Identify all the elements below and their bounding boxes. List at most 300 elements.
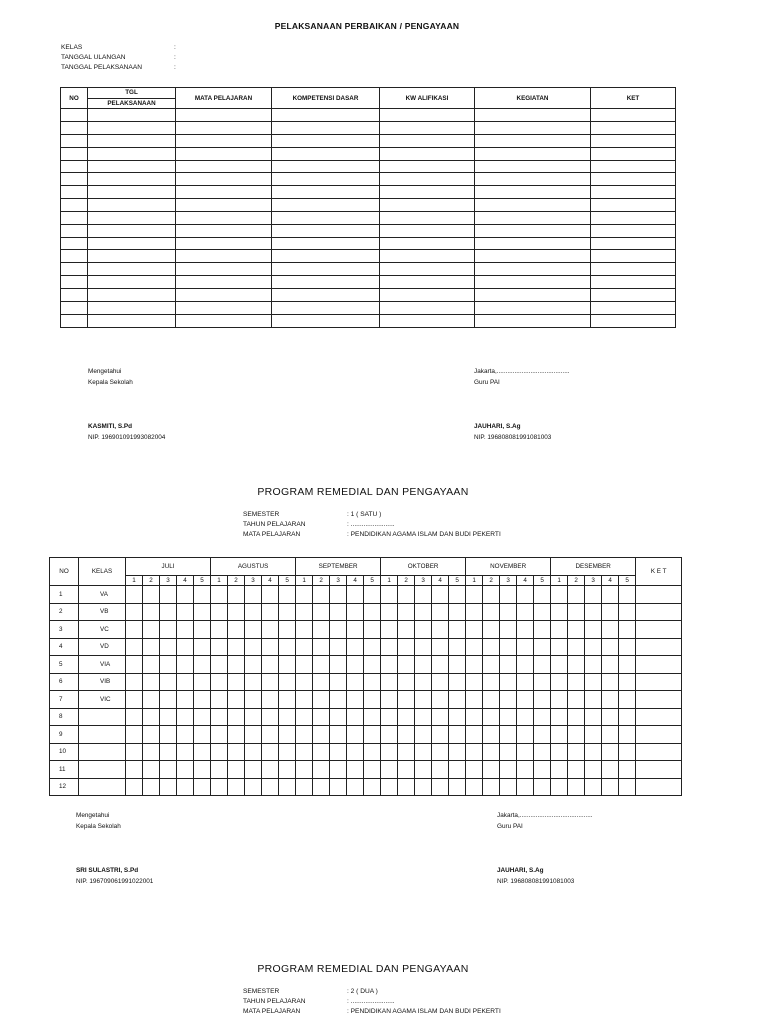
table-cell bbox=[176, 160, 272, 173]
section1-signature-left: Mengetahui Kepala Sekolah KASMITI, S.Pd NIP. 196901091993082004 bbox=[88, 368, 166, 441]
table-cell bbox=[619, 586, 636, 604]
table-cell bbox=[398, 761, 415, 779]
row-number: 8 bbox=[50, 708, 79, 726]
table-cell bbox=[619, 761, 636, 779]
table-cell bbox=[636, 778, 682, 796]
table-cell bbox=[466, 586, 483, 604]
table-cell bbox=[415, 586, 432, 604]
table-cell bbox=[330, 586, 347, 604]
table-cell bbox=[126, 726, 143, 744]
table-cell bbox=[194, 673, 211, 691]
table-cell bbox=[211, 656, 228, 674]
header-week: 4 bbox=[177, 576, 194, 586]
table-cell bbox=[483, 621, 500, 639]
row-number: 11 bbox=[50, 761, 79, 779]
table-cell bbox=[449, 778, 466, 796]
table-cell bbox=[211, 761, 228, 779]
table-cell bbox=[475, 263, 591, 276]
table-cell bbox=[380, 211, 475, 224]
table-cell bbox=[61, 173, 88, 186]
table-cell bbox=[466, 726, 483, 744]
table-cell bbox=[126, 586, 143, 604]
table-cell bbox=[143, 603, 160, 621]
table-cell bbox=[176, 289, 272, 302]
table-cell bbox=[483, 638, 500, 656]
table-cell bbox=[177, 743, 194, 761]
table-cell bbox=[585, 691, 602, 709]
table-cell bbox=[61, 211, 88, 224]
table-cell bbox=[483, 691, 500, 709]
table-cell bbox=[313, 603, 330, 621]
table-cell bbox=[245, 778, 262, 796]
table-cell bbox=[398, 586, 415, 604]
table-cell bbox=[380, 147, 475, 160]
table-cell bbox=[313, 743, 330, 761]
header-week: 5 bbox=[194, 576, 211, 586]
table-cell bbox=[313, 778, 330, 796]
table-cell bbox=[534, 586, 551, 604]
table-cell bbox=[126, 638, 143, 656]
table-cell bbox=[602, 656, 619, 674]
table-cell bbox=[551, 778, 568, 796]
table-cell bbox=[88, 173, 176, 186]
header-mata-pelajaran: MATA PELAJARAN bbox=[176, 88, 272, 109]
table-cell bbox=[296, 726, 313, 744]
table-cell bbox=[415, 691, 432, 709]
table-cell bbox=[551, 691, 568, 709]
table-cell bbox=[380, 224, 475, 237]
row-kelas bbox=[79, 708, 126, 726]
table-cell bbox=[415, 778, 432, 796]
table-cell bbox=[551, 621, 568, 639]
table-cell bbox=[211, 586, 228, 604]
table-cell bbox=[228, 621, 245, 639]
table-cell bbox=[568, 621, 585, 639]
table-cell bbox=[61, 314, 88, 327]
table-cell bbox=[380, 109, 475, 122]
table-cell bbox=[126, 778, 143, 796]
table-cell bbox=[177, 708, 194, 726]
table-cell bbox=[88, 263, 176, 276]
table-cell bbox=[143, 708, 160, 726]
table-cell bbox=[380, 263, 475, 276]
table-cell bbox=[534, 603, 551, 621]
table-cell bbox=[262, 708, 279, 726]
table-cell bbox=[602, 603, 619, 621]
table-cell bbox=[466, 778, 483, 796]
table-cell bbox=[500, 638, 517, 656]
table-cell bbox=[279, 743, 296, 761]
table-cell bbox=[61, 289, 88, 302]
row-kelas bbox=[79, 726, 126, 744]
table-cell bbox=[228, 603, 245, 621]
table-cell bbox=[88, 160, 176, 173]
table-cell bbox=[176, 147, 272, 160]
meta-row-semester: SEMESTER : 1 ( SATU ) bbox=[243, 511, 382, 518]
table-cell bbox=[296, 778, 313, 796]
table-cell bbox=[380, 301, 475, 314]
table-cell bbox=[272, 173, 380, 186]
table-cell bbox=[176, 134, 272, 147]
table-cell bbox=[500, 621, 517, 639]
table-row bbox=[61, 314, 676, 327]
table-cell bbox=[449, 586, 466, 604]
table-cell bbox=[381, 691, 398, 709]
perbaikan-table bbox=[60, 87, 676, 328]
table-cell bbox=[619, 743, 636, 761]
header-week: 1 bbox=[211, 576, 228, 586]
table-cell bbox=[296, 673, 313, 691]
header-week: 3 bbox=[500, 576, 517, 586]
table-cell bbox=[313, 656, 330, 674]
table-cell bbox=[475, 173, 591, 186]
table-cell bbox=[177, 638, 194, 656]
header-month-oktober: OKTOBER bbox=[381, 558, 466, 576]
table-cell bbox=[591, 289, 676, 302]
table-cell bbox=[619, 603, 636, 621]
table-cell bbox=[500, 656, 517, 674]
table-cell bbox=[262, 761, 279, 779]
table-cell bbox=[432, 778, 449, 796]
table-cell bbox=[475, 276, 591, 289]
table-cell bbox=[160, 603, 177, 621]
table-cell bbox=[228, 691, 245, 709]
table-cell bbox=[176, 173, 272, 186]
table-cell bbox=[330, 691, 347, 709]
table-cell bbox=[272, 276, 380, 289]
table-cell bbox=[228, 708, 245, 726]
table-cell bbox=[313, 621, 330, 639]
table-cell bbox=[483, 743, 500, 761]
table-cell bbox=[534, 726, 551, 744]
table-cell bbox=[61, 199, 88, 212]
table-cell bbox=[296, 708, 313, 726]
table-row bbox=[61, 186, 676, 199]
table-cell bbox=[330, 743, 347, 761]
table-cell bbox=[475, 109, 591, 122]
table-cell bbox=[500, 778, 517, 796]
table-cell bbox=[262, 638, 279, 656]
table-cell bbox=[380, 199, 475, 212]
table-cell bbox=[500, 603, 517, 621]
table-cell bbox=[272, 314, 380, 327]
table-cell bbox=[380, 237, 475, 250]
table-cell bbox=[61, 147, 88, 160]
table-cell bbox=[415, 603, 432, 621]
table-cell bbox=[364, 726, 381, 744]
table-cell bbox=[619, 621, 636, 639]
section1-meta bbox=[61, 44, 176, 74]
table-cell bbox=[517, 778, 534, 796]
table-cell bbox=[296, 761, 313, 779]
table-cell bbox=[211, 778, 228, 796]
table-cell bbox=[466, 673, 483, 691]
table-cell bbox=[585, 743, 602, 761]
table-cell bbox=[176, 199, 272, 212]
header-week: 2 bbox=[483, 576, 500, 586]
table-cell bbox=[245, 656, 262, 674]
table-cell bbox=[449, 761, 466, 779]
header-week: 3 bbox=[415, 576, 432, 586]
table-cell bbox=[272, 134, 380, 147]
table-cell bbox=[602, 638, 619, 656]
table-cell bbox=[160, 778, 177, 796]
table-cell bbox=[398, 743, 415, 761]
table-cell bbox=[194, 603, 211, 621]
table-cell bbox=[143, 621, 160, 639]
table-cell bbox=[211, 691, 228, 709]
table-cell bbox=[313, 673, 330, 691]
table-cell bbox=[500, 708, 517, 726]
row-number: 4 bbox=[50, 638, 79, 656]
table-row bbox=[61, 134, 676, 147]
table-cell bbox=[500, 743, 517, 761]
table-cell bbox=[415, 743, 432, 761]
table-cell bbox=[449, 673, 466, 691]
table-cell bbox=[262, 656, 279, 674]
table-row bbox=[61, 122, 676, 135]
table-row bbox=[61, 109, 676, 122]
table-cell bbox=[636, 743, 682, 761]
table-cell bbox=[279, 586, 296, 604]
table-cell bbox=[245, 673, 262, 691]
table-cell bbox=[380, 173, 475, 186]
table-cell bbox=[143, 586, 160, 604]
table-cell bbox=[398, 708, 415, 726]
table-cell bbox=[591, 314, 676, 327]
table-cell bbox=[475, 211, 591, 224]
table-cell bbox=[475, 250, 591, 263]
table-cell bbox=[347, 726, 364, 744]
table-cell bbox=[296, 691, 313, 709]
table-cell bbox=[636, 656, 682, 674]
table-cell bbox=[568, 673, 585, 691]
table-cell bbox=[88, 199, 176, 212]
table-cell bbox=[177, 656, 194, 674]
table-cell bbox=[176, 301, 272, 314]
table-cell bbox=[380, 122, 475, 135]
table-cell bbox=[272, 250, 380, 263]
table-cell bbox=[88, 109, 176, 122]
table-cell bbox=[398, 656, 415, 674]
header-week: 1 bbox=[466, 576, 483, 586]
table-cell bbox=[475, 134, 591, 147]
header-week: 5 bbox=[619, 576, 636, 586]
table-row bbox=[61, 250, 676, 263]
table-cell bbox=[177, 761, 194, 779]
table-row bbox=[61, 173, 676, 186]
row-kelas: VC bbox=[79, 621, 126, 639]
table-cell bbox=[88, 250, 176, 263]
table-cell bbox=[88, 147, 176, 160]
table-cell bbox=[313, 638, 330, 656]
table-cell bbox=[591, 199, 676, 212]
table-cell bbox=[262, 603, 279, 621]
table-cell bbox=[177, 691, 194, 709]
table-cell bbox=[88, 134, 176, 147]
table-cell bbox=[347, 761, 364, 779]
meta-row-tahun-pelajaran: TAHUN PELAJARAN : ........................ bbox=[243, 521, 395, 528]
table-cell bbox=[415, 761, 432, 779]
table-cell bbox=[517, 743, 534, 761]
table-cell bbox=[534, 673, 551, 691]
table-cell bbox=[466, 621, 483, 639]
table-cell bbox=[160, 656, 177, 674]
table-cell bbox=[143, 726, 160, 744]
table-row bbox=[61, 237, 676, 250]
table-cell bbox=[415, 708, 432, 726]
table-cell bbox=[228, 761, 245, 779]
table-cell bbox=[330, 621, 347, 639]
row-number: 12 bbox=[50, 778, 79, 796]
table-cell bbox=[211, 603, 228, 621]
table-cell bbox=[568, 586, 585, 604]
header-week: 2 bbox=[568, 576, 585, 586]
table-cell bbox=[534, 621, 551, 639]
table-cell bbox=[475, 122, 591, 135]
table-cell bbox=[143, 673, 160, 691]
table-cell bbox=[61, 250, 88, 263]
table-cell bbox=[347, 743, 364, 761]
table-cell bbox=[272, 199, 380, 212]
table-cell bbox=[636, 761, 682, 779]
table-cell bbox=[380, 314, 475, 327]
header-week: 3 bbox=[585, 576, 602, 586]
table-row bbox=[61, 160, 676, 173]
table-cell bbox=[381, 638, 398, 656]
table-cell bbox=[381, 673, 398, 691]
table-cell bbox=[551, 586, 568, 604]
table-cell bbox=[602, 621, 619, 639]
table-cell bbox=[591, 301, 676, 314]
table-cell bbox=[347, 691, 364, 709]
table-cell bbox=[602, 726, 619, 744]
table-cell bbox=[245, 726, 262, 744]
table-cell bbox=[126, 708, 143, 726]
table-cell bbox=[160, 743, 177, 761]
table-cell bbox=[160, 726, 177, 744]
table-cell bbox=[551, 726, 568, 744]
table-cell bbox=[364, 761, 381, 779]
table-cell bbox=[194, 621, 211, 639]
table-cell bbox=[500, 761, 517, 779]
row-number: 5 bbox=[50, 656, 79, 674]
header-week: 2 bbox=[313, 576, 330, 586]
table-cell bbox=[585, 586, 602, 604]
header-month-september: SEPTEMBER bbox=[296, 558, 381, 576]
table-cell bbox=[517, 603, 534, 621]
header-no: NO bbox=[50, 558, 79, 586]
table-cell bbox=[245, 621, 262, 639]
row-kelas: VB bbox=[79, 603, 126, 621]
table-cell bbox=[364, 673, 381, 691]
table-cell bbox=[296, 586, 313, 604]
table-cell bbox=[591, 160, 676, 173]
table-cell bbox=[126, 761, 143, 779]
table-cell bbox=[636, 621, 682, 639]
table-row bbox=[61, 263, 676, 276]
row-number: 10 bbox=[50, 743, 79, 761]
table-cell bbox=[211, 708, 228, 726]
row-number: 6 bbox=[50, 673, 79, 691]
table-cell bbox=[591, 237, 676, 250]
table-cell bbox=[228, 726, 245, 744]
table-cell bbox=[160, 708, 177, 726]
table-cell bbox=[347, 708, 364, 726]
table-cell bbox=[636, 691, 682, 709]
table-cell bbox=[534, 656, 551, 674]
table-cell bbox=[245, 708, 262, 726]
table-cell bbox=[432, 638, 449, 656]
table-cell bbox=[568, 638, 585, 656]
table-cell bbox=[347, 603, 364, 621]
header-week: 4 bbox=[347, 576, 364, 586]
table-cell bbox=[330, 673, 347, 691]
table-cell bbox=[88, 314, 176, 327]
table-cell bbox=[534, 708, 551, 726]
table-cell bbox=[568, 656, 585, 674]
table-cell bbox=[517, 673, 534, 691]
table-cell bbox=[272, 289, 380, 302]
table-cell bbox=[330, 778, 347, 796]
table-cell bbox=[296, 656, 313, 674]
meta-row-tanggal-pelaksanaan: TANGGAL PELAKSANAAN : bbox=[61, 64, 176, 71]
table-cell bbox=[262, 778, 279, 796]
table-cell bbox=[500, 691, 517, 709]
table-cell bbox=[143, 761, 160, 779]
table-cell bbox=[143, 778, 160, 796]
table-cell bbox=[61, 276, 88, 289]
table-cell bbox=[475, 199, 591, 212]
table-cell bbox=[126, 603, 143, 621]
table-cell bbox=[381, 708, 398, 726]
table-cell bbox=[364, 603, 381, 621]
table-row bbox=[50, 761, 682, 779]
table-cell bbox=[585, 673, 602, 691]
table-cell bbox=[228, 673, 245, 691]
table-cell bbox=[432, 691, 449, 709]
table-cell bbox=[176, 263, 272, 276]
table-cell bbox=[272, 211, 380, 224]
table-cell bbox=[88, 276, 176, 289]
table-cell bbox=[432, 743, 449, 761]
table-cell bbox=[619, 656, 636, 674]
table-cell bbox=[449, 708, 466, 726]
header-kegiatan: KEGIATAN bbox=[475, 88, 591, 109]
table-cell bbox=[272, 122, 380, 135]
table-cell bbox=[262, 586, 279, 604]
table-row bbox=[50, 778, 682, 796]
table-cell bbox=[500, 726, 517, 744]
table-cell bbox=[347, 586, 364, 604]
table-cell bbox=[602, 708, 619, 726]
table-cell bbox=[160, 621, 177, 639]
table-cell bbox=[585, 761, 602, 779]
table-cell bbox=[296, 638, 313, 656]
table-cell bbox=[432, 708, 449, 726]
table-cell bbox=[330, 656, 347, 674]
table-cell bbox=[551, 761, 568, 779]
table-cell bbox=[176, 122, 272, 135]
table-cell bbox=[381, 743, 398, 761]
table-cell bbox=[176, 276, 272, 289]
table-cell bbox=[330, 761, 347, 779]
table-cell bbox=[591, 173, 676, 186]
table-cell bbox=[534, 691, 551, 709]
row-number: 7 bbox=[50, 691, 79, 709]
table-cell bbox=[194, 761, 211, 779]
table-cell bbox=[619, 638, 636, 656]
